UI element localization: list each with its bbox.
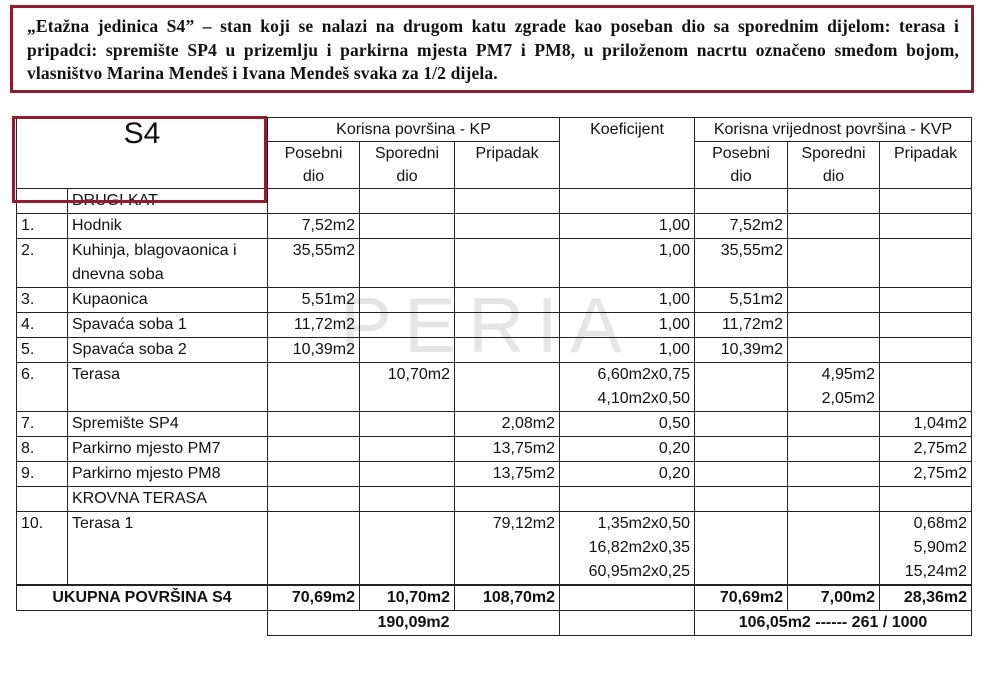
kp-pripadak xyxy=(455,288,560,313)
koeficijent-line: 16,82m2x0,35 xyxy=(588,539,691,556)
kvp-sporedni xyxy=(788,363,880,412)
koeficijent-line: 6,60m2x0,75 xyxy=(597,366,691,383)
kvp-posebni xyxy=(695,512,788,585)
room-name: Kuhinja, blagovaonica i dnevna soba xyxy=(68,239,268,288)
kp-sporedni xyxy=(360,313,455,338)
header-kp-pripadak: Pripadak xyxy=(455,142,560,189)
koeficijent-line: 1,00 xyxy=(658,242,691,259)
table-row xyxy=(17,412,972,437)
header-kvp-pripadak: Pripadak xyxy=(880,142,972,189)
empty-cell xyxy=(455,487,560,512)
total-kp-pripadak: 108,70m2 xyxy=(455,586,560,611)
kvp-posebni: 11,72m2 xyxy=(695,313,788,338)
total-kvp-sporedni: 7,00m2 xyxy=(788,586,880,611)
kp-sporedni: 10,70m2 xyxy=(360,363,455,412)
kvp-posebni: 35,55m2 xyxy=(695,239,788,288)
kvp-sporedni xyxy=(788,462,880,487)
kvp-sporedni-line: 2,05m2 xyxy=(821,390,876,407)
kvp-pripadak xyxy=(880,437,972,462)
empty-cell xyxy=(880,487,972,512)
kvp-sporedni xyxy=(788,512,880,585)
section-row-krovna-terasa xyxy=(17,487,972,512)
kp-sporedni xyxy=(360,288,455,313)
table-row xyxy=(17,462,972,487)
kp-pripadak: 79,12m2 xyxy=(455,512,560,585)
koeficijent-line: 0,20 xyxy=(658,440,691,457)
kp-posebni: 10,39m2 xyxy=(268,338,360,363)
kp-sporedni xyxy=(360,239,455,288)
table-row xyxy=(17,338,972,363)
kvp-pripadak xyxy=(880,338,972,363)
header-kp-posebni: Posebni dio xyxy=(268,142,360,189)
koeficijent xyxy=(560,313,695,338)
table-row xyxy=(17,437,972,462)
table-row xyxy=(17,512,972,585)
header-kp-sporedni: Sporedni dio xyxy=(360,142,455,189)
room-name: Terasa 1 xyxy=(68,512,268,585)
kvp-posebni: 10,39m2 xyxy=(695,338,788,363)
kp-sum: 190,09m2 xyxy=(268,611,560,636)
koeficijent-line: 1,00 xyxy=(658,291,691,308)
kvp-pripadak-line: 0,68m2 xyxy=(913,515,968,532)
header-kvp-posebni: Posebni dio xyxy=(695,142,788,189)
empty-cell xyxy=(268,487,360,512)
totals-row xyxy=(17,586,972,611)
kp-pripadak xyxy=(455,313,560,338)
kp-posebni: 35,55m2 xyxy=(268,239,360,288)
koeficijent xyxy=(560,288,695,313)
empty-cell xyxy=(788,487,880,512)
kvp-posebni xyxy=(695,363,788,412)
room-name: Terasa xyxy=(68,363,268,412)
kp-posebni xyxy=(268,512,360,585)
total-kvp-posebni: 70,69m2 xyxy=(695,586,788,611)
kvp-pripadak xyxy=(880,462,972,487)
kvp-pripadak xyxy=(880,412,972,437)
kvp-pripadak-line: 15,24m2 xyxy=(904,563,968,580)
row-number: 1. xyxy=(17,214,68,239)
kp-posebni: 11,72m2 xyxy=(268,313,360,338)
koeficijent-line: 1,00 xyxy=(658,316,691,333)
total-kvp-pripadak: 28,36m2 xyxy=(880,586,972,611)
kvp-sum: 106,05m2 ------ 261 / 1000 xyxy=(695,611,972,636)
room-name: Parkirno mjesto PM7 xyxy=(68,437,268,462)
kvp-posebni xyxy=(695,462,788,487)
koeficijent-line: 4,10m2x0,50 xyxy=(597,390,691,407)
kvp-pripadak-line: 1,04m2 xyxy=(913,415,968,432)
empty-cell xyxy=(17,487,68,512)
row-number: 9. xyxy=(17,462,68,487)
kvp-pripadak xyxy=(880,239,972,288)
header-kvp: Korisna vrijednost površina - KVP xyxy=(695,118,972,142)
empty-cell xyxy=(695,487,788,512)
room-name: Hodnik xyxy=(68,214,268,239)
intro-paragraph: „Etažna jedinica S4” – stan koji se nalazi na drugom katu zgrade kao poseban dio sa sporednim dijelom: terasa i pripadci: spremište SP4 u prizemlju i parkirna mjesta PM7 i PM8, u priloženom nacrtu označeno smeđom bojom, vlasništvo Marina Mendeš i Ivana Mendeš svaka za 1/2 dijela. xyxy=(10,5,974,93)
section-row-drugi-kat xyxy=(17,189,972,214)
kvp-sporedni xyxy=(788,412,880,437)
area-table xyxy=(16,117,972,636)
row-number: 5. xyxy=(17,338,68,363)
row-number: 3. xyxy=(17,288,68,313)
kp-pripadak xyxy=(455,338,560,363)
kvp-pripadak xyxy=(880,512,972,585)
kp-pripadak xyxy=(455,363,560,412)
kvp-sporedni xyxy=(788,214,880,239)
sum-koef-empty xyxy=(560,611,695,636)
koeficijent xyxy=(560,412,695,437)
kp-posebni: 7,52m2 xyxy=(268,214,360,239)
sum-blank xyxy=(17,611,268,636)
row-number: 10. xyxy=(17,512,68,585)
kvp-pripadak xyxy=(880,363,972,412)
kvp-sporedni xyxy=(788,313,880,338)
kp-posebni xyxy=(268,363,360,412)
empty-cell xyxy=(560,487,695,512)
kvp-sporedni xyxy=(788,437,880,462)
koeficijent xyxy=(560,512,695,585)
kp-pripadak xyxy=(455,214,560,239)
kp-pripadak: 13,75m2 xyxy=(455,437,560,462)
header-kvp-sporedni: Sporedni dio xyxy=(788,142,880,189)
kp-pripadak: 2,08m2 xyxy=(455,412,560,437)
koeficijent-line: 1,00 xyxy=(658,217,691,234)
kvp-pripadak xyxy=(880,288,972,313)
kvp-posebni xyxy=(695,437,788,462)
koeficijent xyxy=(560,363,695,412)
kp-posebni xyxy=(268,412,360,437)
koeficijent xyxy=(560,239,695,288)
row-number: 7. xyxy=(17,412,68,437)
watermark-logo: PERIA xyxy=(340,281,635,369)
table-row xyxy=(17,239,972,288)
kp-sporedni xyxy=(360,338,455,363)
kvp-pripadak-line: 2,75m2 xyxy=(913,465,968,482)
room-name: Spavaća soba 1 xyxy=(68,313,268,338)
kp-sporedni xyxy=(360,437,455,462)
row-number: 6. xyxy=(17,363,68,412)
room-name: Spavaća soba 2 xyxy=(68,338,268,363)
kvp-posebni: 5,51m2 xyxy=(695,288,788,313)
table-row xyxy=(17,363,972,412)
kvp-sporedni-line: 4,95m2 xyxy=(821,366,876,383)
kvp-sporedni xyxy=(788,239,880,288)
header-koeficijent: Koeficijent xyxy=(560,118,695,189)
kvp-sporedni xyxy=(788,288,880,313)
kvp-pripadak-line: 2,75m2 xyxy=(913,440,968,457)
koeficijent xyxy=(560,338,695,363)
section-label: DRUGI KAT xyxy=(68,189,268,214)
koeficijent xyxy=(560,462,695,487)
row-number: 2. xyxy=(17,239,68,288)
total-koef-empty xyxy=(560,586,695,611)
table-row xyxy=(17,288,972,313)
section-label: KROVNA TERASA xyxy=(68,487,268,512)
table-row xyxy=(17,313,972,338)
koeficijent-line: 60,95m2x0,25 xyxy=(588,563,691,580)
empty-cell xyxy=(360,487,455,512)
kp-posebni xyxy=(268,462,360,487)
row-number: 8. xyxy=(17,437,68,462)
header-kp: Korisna površina - KP xyxy=(268,118,560,142)
kp-sporedni xyxy=(360,512,455,585)
kp-sporedni xyxy=(360,412,455,437)
sum-row xyxy=(17,611,972,636)
row-number: 4. xyxy=(17,313,68,338)
koeficijent xyxy=(560,437,695,462)
kvp-pripadak xyxy=(880,214,972,239)
kvp-posebni: 7,52m2 xyxy=(695,214,788,239)
kvp-pripadak-line: 5,90m2 xyxy=(913,539,968,556)
total-kp-posebni: 70,69m2 xyxy=(268,586,360,611)
koeficijent-line: 0,50 xyxy=(658,415,691,432)
unit-label: S4 xyxy=(17,118,268,189)
room-name: Spremište SP4 xyxy=(68,412,268,437)
koeficijent xyxy=(560,214,695,239)
koeficijent-line: 0,20 xyxy=(658,465,691,482)
kp-pripadak xyxy=(455,239,560,288)
kvp-sporedni xyxy=(788,338,880,363)
table-row xyxy=(17,214,972,239)
koeficijent-line: 1,35m2x0,50 xyxy=(597,515,691,532)
kp-posebni xyxy=(268,437,360,462)
kp-sporedni xyxy=(360,214,455,239)
kp-pripadak: 13,75m2 xyxy=(455,462,560,487)
room-name: Kupaonica xyxy=(68,288,268,313)
kp-sporedni xyxy=(360,462,455,487)
kvp-posebni xyxy=(695,412,788,437)
totals-label: UKUPNA POVRŠINA S4 xyxy=(17,586,268,611)
koeficijent-line: 1,00 xyxy=(658,341,691,358)
kp-posebni: 5,51m2 xyxy=(268,288,360,313)
kvp-pripadak xyxy=(880,313,972,338)
total-kp-sporedni: 10,70m2 xyxy=(360,586,455,611)
room-name: Parkirno mjesto PM8 xyxy=(68,462,268,487)
